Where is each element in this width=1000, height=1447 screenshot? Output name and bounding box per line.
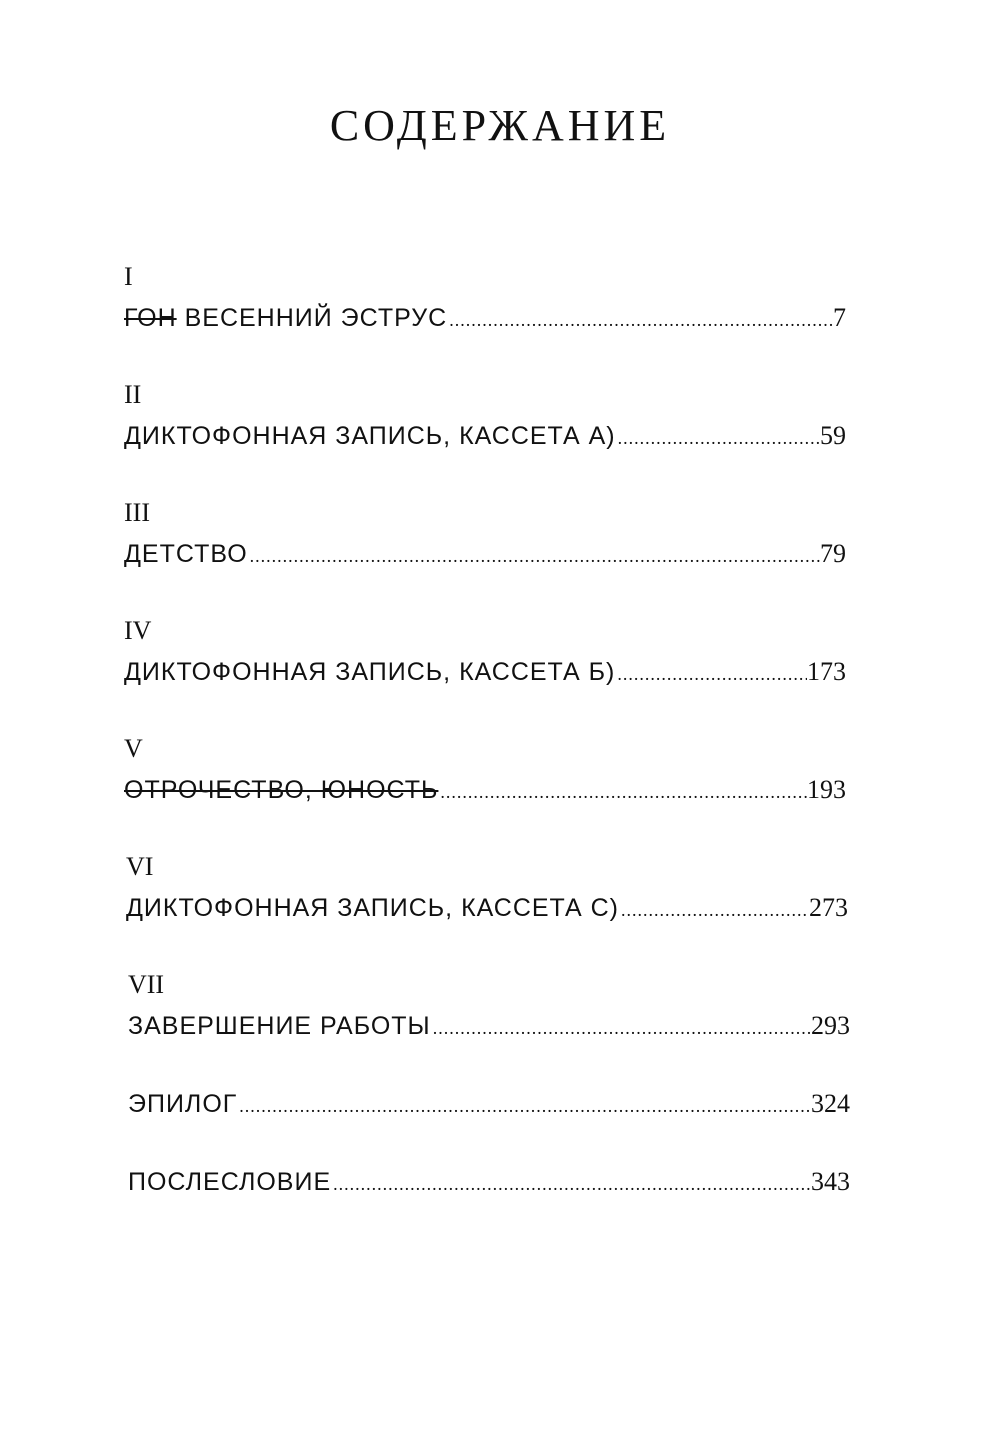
part-number: IV — [124, 616, 152, 645]
toc-entry[interactable] — [126, 892, 848, 926]
struck-text: ГОН — [124, 304, 177, 332]
struck-text: ОТРОЧЕСТВО, ЮНОСТЬ — [124, 776, 439, 804]
toc-entry[interactable] — [124, 656, 846, 690]
entry-title: ЭПИЛОГ — [128, 1090, 238, 1118]
dot-leader — [331, 1168, 811, 1200]
page-number: 59 — [820, 421, 846, 450]
page-number: 173 — [807, 657, 846, 686]
part-number: VI — [126, 852, 154, 881]
entry-title: ЗАВЕРШЕНИЕ РАБОТЫ — [128, 1012, 431, 1040]
part-number: II — [124, 380, 142, 409]
toc-entry[interactable] — [128, 1010, 850, 1044]
page-number: 293 — [811, 1011, 850, 1040]
part-number: V — [124, 734, 143, 763]
dot-leader — [438, 776, 807, 808]
dot-leader — [431, 1012, 811, 1044]
entry-title: ВЕСЕННИЙ ЭСТРУС — [184, 304, 448, 332]
page-title: СОДЕРЖАНИЕ — [329, 101, 671, 150]
entry-title: ПОСЛЕСЛОВИЕ — [128, 1168, 332, 1196]
part-number: VII — [128, 970, 165, 999]
entry-title: ДИКТОФОННАЯ ЗАПИСЬ, КАССЕТА А) — [124, 422, 616, 450]
toc-entry-label — [124, 302, 447, 334]
dot-leader — [619, 894, 809, 926]
page-number: 7 — [833, 303, 846, 332]
part-number: I — [124, 262, 133, 291]
page-number: 193 — [807, 775, 846, 804]
page-number: 324 — [811, 1089, 850, 1118]
part-number: III — [124, 498, 150, 527]
page-number: 343 — [811, 1167, 850, 1196]
page-number: 273 — [809, 893, 848, 922]
entry-title: ДИКТОФОННАЯ ЗАПИСЬ, КАССЕТА Б) — [124, 658, 616, 686]
dot-leader — [248, 540, 820, 572]
dot-leader — [616, 422, 820, 454]
toc-entry[interactable] — [124, 420, 846, 454]
toc-entry[interactable] — [128, 1088, 850, 1122]
toc-entry[interactable] — [124, 774, 846, 808]
dot-leader — [615, 658, 807, 690]
page-number: 79 — [820, 539, 846, 568]
dot-leader — [237, 1090, 811, 1122]
toc-entry[interactable] — [128, 1166, 850, 1200]
toc-entry[interactable] — [124, 538, 846, 572]
entry-title: ДИКТОФОННАЯ ЗАПИСЬ, КАССЕТА С) — [126, 894, 619, 922]
dot-leader — [447, 304, 833, 336]
toc-entry[interactable] — [124, 302, 846, 336]
entry-title: ДЕТСТВО — [124, 540, 248, 568]
